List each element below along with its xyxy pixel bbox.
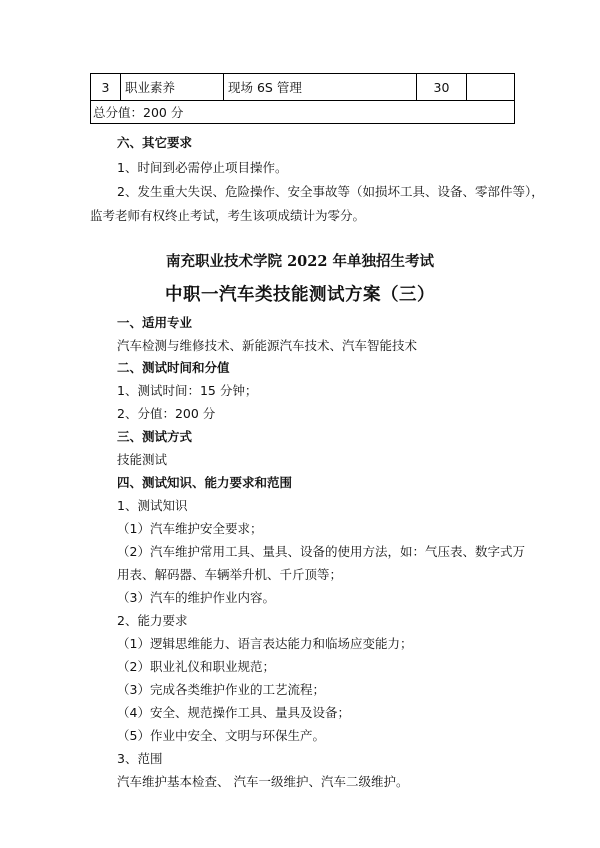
row-score: 30 bbox=[417, 74, 467, 101]
scope-text: 汽车维护基本检查、 汽车一级维护、汽车二级维护。 bbox=[117, 774, 409, 789]
other-requirement-2-line2: 监考老师有权终止考试，考生该项成绩计为零分。 bbox=[90, 208, 366, 223]
ability-item-3: （3）完成各类维护作业的工艺流程； bbox=[117, 682, 325, 697]
plan-title: 南充职业技术学院 2022 年单独招生考试 bbox=[166, 253, 434, 270]
plan-subtitle: 中职一汽车类技能测试方案（三） bbox=[165, 285, 435, 305]
knowledge-item-3: （3）汽车的维护作业内容。 bbox=[117, 590, 275, 605]
score-table-container bbox=[90, 73, 514, 124]
ability-item-1: （1）逻辑思维能力、语言表达能力和临场应变能力； bbox=[117, 636, 413, 651]
ability-heading: 2、能力要求 bbox=[117, 613, 188, 628]
row-category: 职业素养 bbox=[121, 74, 224, 101]
ability-item-2: （2）职业礼仪和职业规范； bbox=[117, 659, 275, 674]
knowledge-item-1: （1）汽车维护安全要求； bbox=[117, 521, 263, 536]
total-score: 总分值：200 分 bbox=[91, 101, 515, 124]
row-item: 现场 6S 管理 bbox=[224, 74, 417, 101]
other-requirements-heading: 六、其它要求 bbox=[117, 135, 193, 150]
knowledge-heading: 1、测试知识 bbox=[117, 498, 188, 513]
ability-item-5: （5）作业中安全、文明与环保生产。 bbox=[117, 728, 325, 743]
section3-text: 技能测试 bbox=[117, 452, 168, 467]
scope-heading: 3、范围 bbox=[117, 751, 163, 766]
other-requirement-2-line1: 2、发生重大失误、危险操作、安全事故等（如损坏工具、设备、零部件等）， bbox=[117, 184, 544, 199]
table-row bbox=[91, 74, 515, 101]
ability-item-4: （4）安全、规范操作工具、量具及设备； bbox=[117, 705, 350, 720]
row-remark bbox=[467, 74, 515, 101]
knowledge-item-2-line1: （2）汽车维护常用工具、量具、设备的使用方法，如：气压表、数字式万 bbox=[117, 544, 525, 559]
score-table bbox=[90, 73, 515, 124]
section2-item1: 1、测试时间：15 分钟； bbox=[117, 383, 258, 398]
other-requirement-1: 1、时间到必需停止项目操作。 bbox=[117, 160, 288, 175]
section1-text: 汽车检测与维修技术、新能源汽车技术、汽车智能技术 bbox=[117, 338, 418, 353]
knowledge-item-2-line2: 用表、解码器、车辆举升机、千斤顶等； bbox=[117, 567, 343, 582]
section3-heading: 三、测试方式 bbox=[117, 429, 193, 444]
row-number: 3 bbox=[91, 74, 121, 101]
section2-item2: 2、分值：200 分 bbox=[117, 406, 216, 421]
table-total-row bbox=[91, 101, 515, 124]
section2-heading: 二、测试时间和分值 bbox=[117, 360, 230, 375]
section4-heading: 四、测试知识、能力要求和范围 bbox=[117, 475, 293, 490]
section1-heading: 一、适用专业 bbox=[117, 315, 193, 330]
